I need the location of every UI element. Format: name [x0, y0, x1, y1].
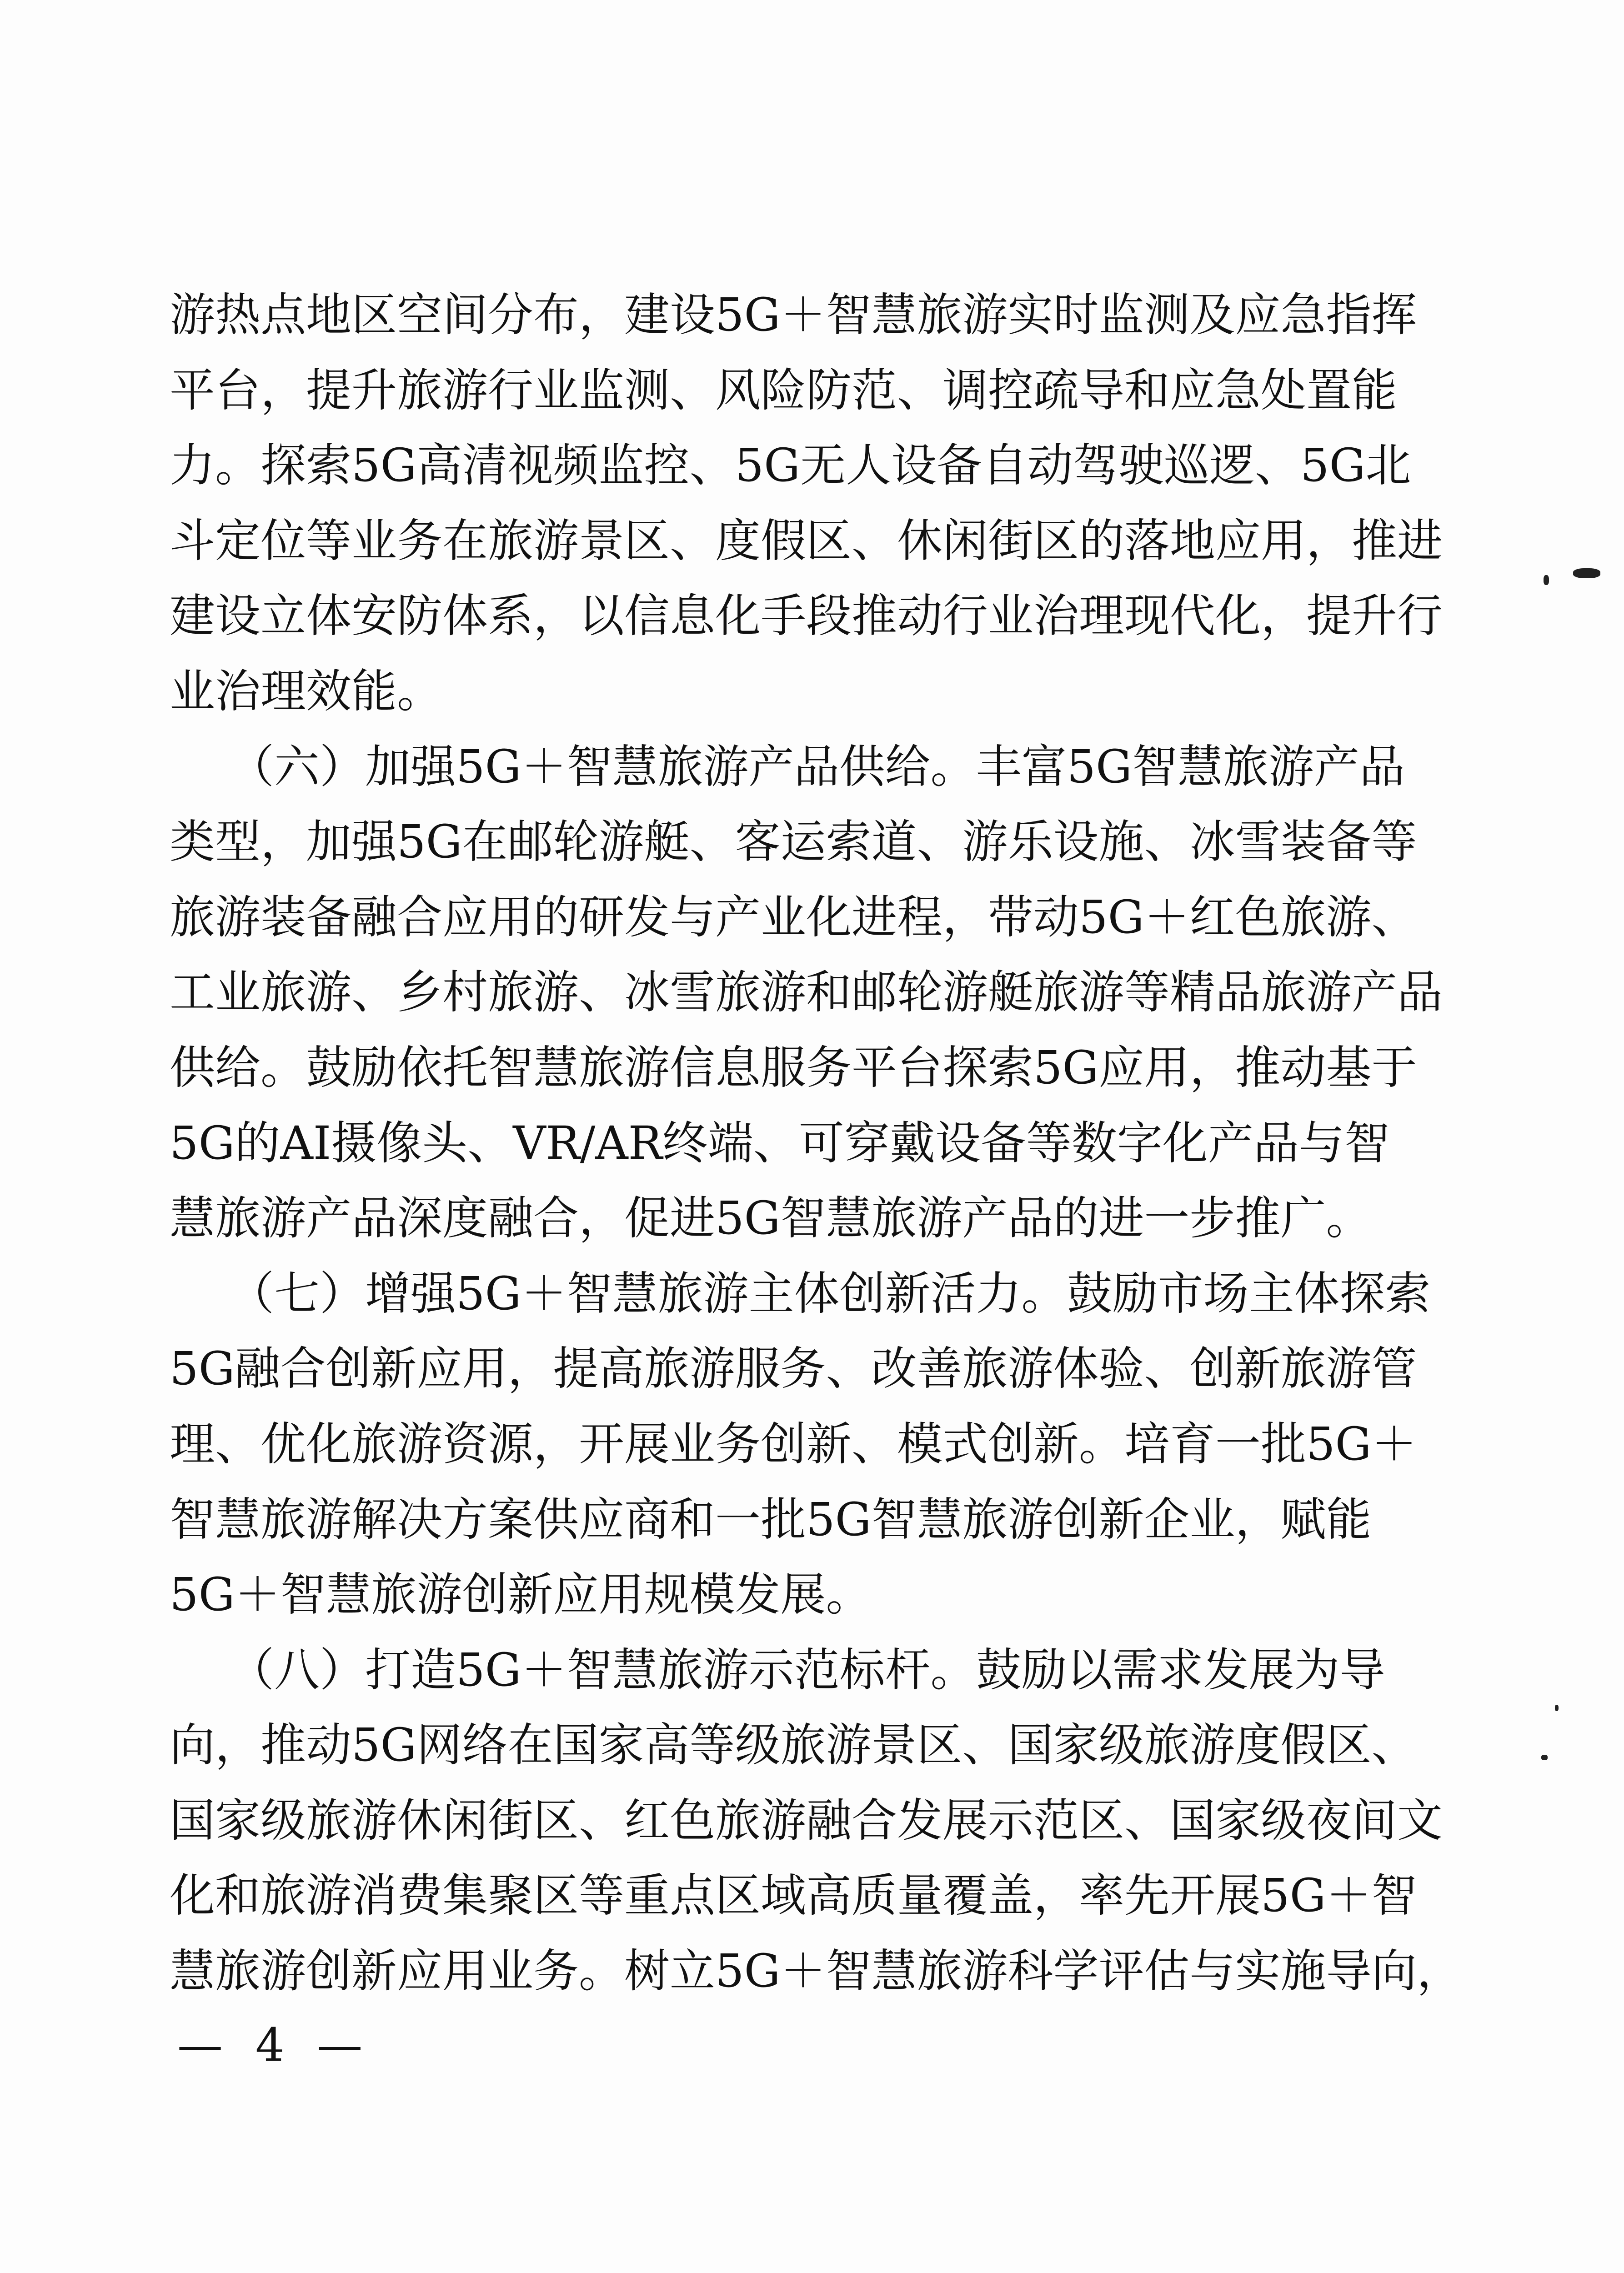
scan-artifact	[1573, 568, 1600, 578]
text-line: 化和旅游消费集聚区等重点区域高质量覆盖，率先开展5G＋智	[170, 1869, 1417, 1923]
text-line: 斗定位等业务在旅游景区、度假区、休闲街区的落地应用，推进	[170, 514, 1443, 567]
text-line: 向，推动5G网络在国家高等级旅游景区、国家级旅游度假区、	[170, 1718, 1417, 1772]
text-line: （八）打造5G＋智慧旅游示范标杆。鼓励以需求发展为导	[229, 1643, 1385, 1697]
text-line: 平台，提升旅游行业监测、风险防范、调控疏导和应急处置能	[170, 363, 1397, 417]
scan-artifact	[1544, 575, 1549, 585]
text-line: 国家级旅游休闲街区、红色旅游融合发展示范区、国家级夜间文	[170, 1793, 1443, 1847]
text-line: 理、优化旅游资源，开展业务创新、模式创新。培育一批5G＋	[170, 1417, 1417, 1471]
text-line: 5G的AI摄像头、VR/AR终端、可穿戴设备等数字化产品与智	[170, 1116, 1390, 1170]
text-line: 建设立体安防体系，以信息化手段推动行业治理现代化，提升行	[170, 589, 1443, 643]
page-number: — 4 —	[177, 2018, 372, 2072]
text-line: （七）增强5G＋智慧旅游主体创新活力。鼓励市场主体探索	[229, 1267, 1431, 1320]
text-line: 慧旅游创新应用业务。树立5G＋智慧旅游科学评估与实施导向，	[170, 1944, 1463, 1998]
text-line: 5G＋智慧旅游创新应用规模发展。	[170, 1568, 872, 1622]
text-line: 5G融合创新应用，提高旅游服务、改善旅游体验、创新旅游管	[170, 1342, 1417, 1396]
text-line: （六）加强5G＋智慧旅游产品供给。丰富5G智慧旅游产品	[229, 740, 1405, 793]
document-body	[170, 277, 1463, 2009]
text-line: 慧旅游产品深度融合，促进5G智慧旅游产品的进一步推广。	[170, 1192, 1372, 1245]
text-line: 游热点地区空间分布，建设5G＋智慧旅游实时监测及应急指挥	[170, 288, 1417, 341]
text-line: 智慧旅游解决方案供应商和一批5G智慧旅游创新企业，赋能	[170, 1492, 1372, 1546]
text-line: 供给。鼓励依托智慧旅游信息服务平台探索5G应用，推动基于	[170, 1041, 1417, 1094]
text-line: 类型，加强5G在邮轮游艇、客运索道、游乐设施、冰雪装备等	[170, 815, 1417, 869]
scan-artifact	[1555, 1705, 1559, 1711]
text-line: 业治理效能。	[170, 664, 442, 718]
scan-artifact	[1541, 1755, 1548, 1760]
text-line: 旅游装备融合应用的研发与产业化进程，带动5G＋红色旅游、	[170, 890, 1417, 944]
text-line: 工业旅游、乡村旅游、冰雪旅游和邮轮游艇旅游等精品旅游产品	[170, 966, 1443, 1019]
text-line: 力。探索5G高清视频监控、5G无人设备自动驾驶巡逻、5G北	[170, 439, 1411, 492]
